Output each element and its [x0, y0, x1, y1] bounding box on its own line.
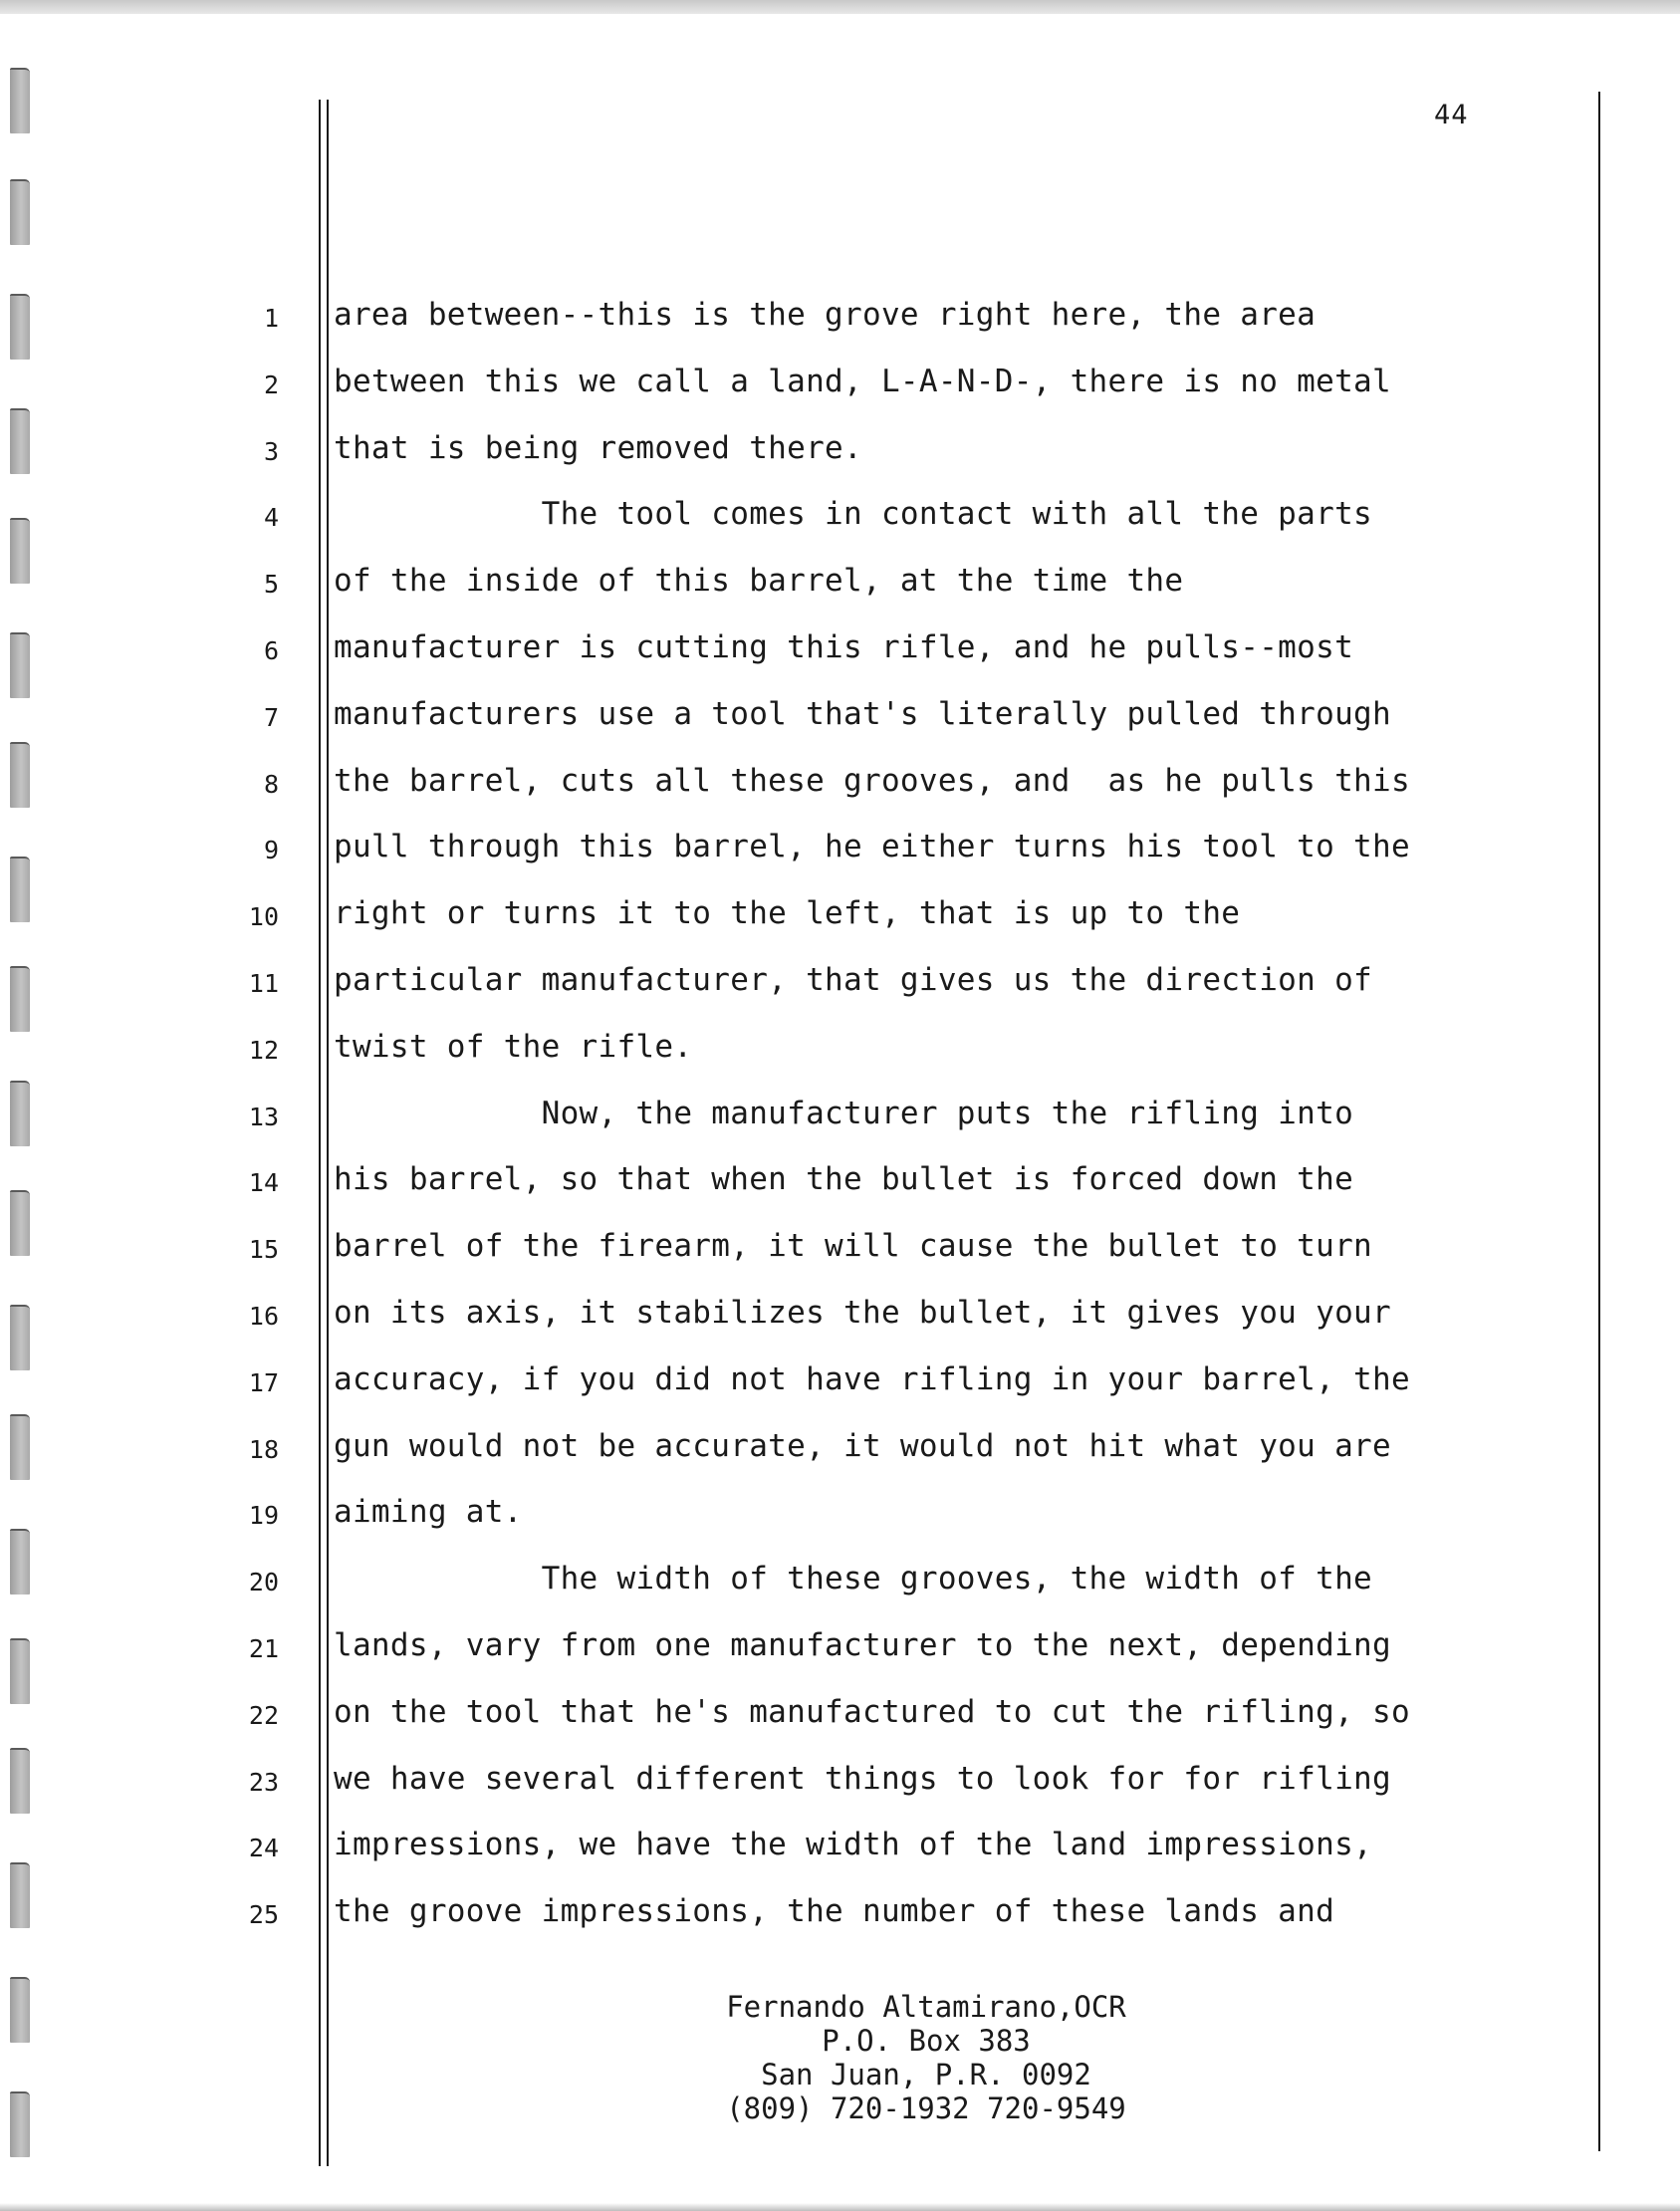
- right-margin-rule: [1598, 92, 1600, 2151]
- line-number: 5: [263, 570, 279, 600]
- line-number: 2: [263, 369, 279, 399]
- binder-hole: [10, 1529, 30, 1595]
- binder-hole: [10, 2091, 30, 2157]
- transcript-line: pull through this barrel, he either turns his tool to the: [334, 829, 1410, 865]
- transcript-line: The tool comes in contact with all the parts: [334, 496, 1372, 533]
- line-number: 24: [248, 1834, 279, 1863]
- reporter-address-line1: P.O. Box 383: [822, 2024, 1031, 2058]
- line-number: 18: [248, 1434, 279, 1464]
- line-number: 14: [248, 1168, 279, 1198]
- transcript-line: on its axis, it stabilizes the bullet, it gives you your: [334, 1294, 1391, 1331]
- line-number: 6: [263, 635, 279, 665]
- reporter-phones: (809) 720-1932 720-9549: [726, 2091, 1126, 2125]
- binder-hole: [10, 1305, 30, 1370]
- line-number: 15: [248, 1235, 279, 1265]
- transcript-line: lands, vary from one manufacturer to the next, depending: [334, 1626, 1391, 1663]
- line-number: 1: [263, 304, 279, 333]
- binder-hole: [10, 632, 30, 698]
- reporter-name: Fernando Altamirano,OCR: [726, 1990, 1126, 2024]
- transcript-line: Now, the manufacturer puts the rifling into: [334, 1095, 1354, 1131]
- line-number: 9: [263, 836, 279, 865]
- transcript-line: right or turns it to the left, that is up to the: [334, 895, 1241, 932]
- binder-hole: [10, 1081, 30, 1146]
- binder-hole: [10, 742, 30, 808]
- line-number: 19: [248, 1501, 279, 1531]
- transcript-line: of the inside of this barrel, at the time the: [334, 563, 1184, 600]
- line-number: 7: [263, 702, 279, 732]
- scan-top-edge: [0, 0, 1680, 14]
- binder-hole: [10, 518, 30, 584]
- binder-hole: [10, 294, 30, 360]
- line-number: 3: [263, 436, 279, 466]
- binder-hole: [10, 179, 30, 245]
- line-number: 17: [248, 1367, 279, 1397]
- line-number-column: [219, 299, 279, 1962]
- line-number: 20: [248, 1568, 279, 1597]
- line-number: 13: [248, 1102, 279, 1131]
- line-number: 4: [263, 503, 279, 533]
- binder-hole: [10, 408, 30, 474]
- transcript-line: The width of these grooves, the width of the: [334, 1561, 1372, 1597]
- transcript-line: manufacturers use a tool that's literally pulled through: [334, 695, 1391, 732]
- binder-hole: [10, 1638, 30, 1704]
- binder-hole: [10, 1862, 30, 1928]
- transcript-line: impressions, we have the width of the land impressions,: [334, 1827, 1372, 1863]
- line-number: 21: [248, 1633, 279, 1663]
- line-number: 25: [248, 1900, 279, 1930]
- binder-hole: [10, 68, 30, 133]
- binder-hole: [10, 1748, 30, 1814]
- binder-hole: [10, 966, 30, 1032]
- left-margin-rule-inner: [327, 100, 329, 2166]
- line-number: 23: [248, 1767, 279, 1797]
- transcript-line: on the tool that he's manufactured to cut the rifling, so: [334, 1693, 1410, 1730]
- transcript-line: area between--this is the grove right here, the area: [334, 297, 1317, 333]
- transcript-line: gun would not be accurate, it would not hit what you are: [334, 1427, 1391, 1464]
- transcript-line: the barrel, cuts all these grooves, and as he pulls this: [334, 762, 1410, 799]
- transcript-line: his barrel, so that when the bullet is forced down the: [334, 1161, 1354, 1198]
- page-number: 44: [1434, 100, 1469, 130]
- transcript-line: barrel of the firearm, it will cause the bullet to turn: [334, 1228, 1372, 1265]
- line-number: 12: [248, 1035, 279, 1065]
- binder-hole: [10, 857, 30, 922]
- line-number: 8: [263, 769, 279, 799]
- transcript-line: particular manufacturer, that gives us the direction of: [334, 961, 1372, 998]
- line-number: 11: [248, 968, 279, 998]
- binder-hole-strip: [0, 0, 60, 2211]
- court-reporter-footer: [598, 1990, 1255, 2125]
- line-number: 10: [248, 902, 279, 932]
- binder-hole: [10, 1190, 30, 1256]
- transcript-line: accuracy, if you did not have rifling in your barrel, the: [334, 1360, 1410, 1397]
- transcript-line: aiming at.: [334, 1494, 523, 1531]
- line-number: 16: [248, 1301, 279, 1331]
- transcript-line: twist of the rifle.: [334, 1028, 693, 1065]
- binder-hole: [10, 1977, 30, 2043]
- transcript-line: the groove impressions, the number of these lands and: [334, 1893, 1335, 1930]
- binder-hole: [10, 1414, 30, 1480]
- left-margin-rule-outer: [319, 100, 321, 2166]
- transcript-line: between this we call a land, L-A-N-D-, there is no metal: [334, 363, 1391, 399]
- reporter-address-line2: San Juan, P.R. 0092: [761, 2058, 1091, 2091]
- line-number: 22: [248, 1700, 279, 1730]
- scan-bottom-edge: [0, 2203, 1680, 2211]
- transcript-line: we have several different things to look for for rifling: [334, 1760, 1391, 1797]
- transcript-line: that is being removed there.: [334, 429, 862, 466]
- transcript-line: manufacturer is cutting this rifle, and he pulls--most: [334, 628, 1354, 665]
- transcript-body: [334, 294, 1588, 1957]
